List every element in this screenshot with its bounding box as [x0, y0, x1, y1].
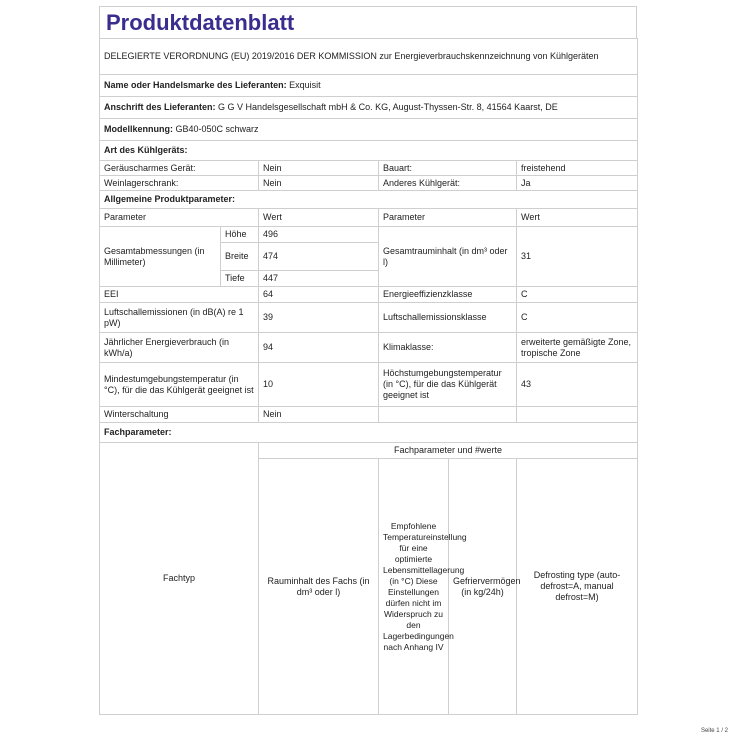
model-value: GB40-050C schwarz: [175, 124, 259, 134]
depth-label: Tiefe: [221, 271, 259, 287]
wine-label: Weinlagerschrank:: [100, 176, 259, 191]
max-temp-label: Höchstumgebungstemperatur (in °C), für die das Kühlgerät geeignet ist: [379, 363, 517, 407]
low-noise-value: Nein: [259, 161, 379, 176]
compartment-heading: Fachparameter:: [100, 423, 638, 443]
compartment-defrost-header: Defrosting type (auto-defrost=A, manual defrost=M): [517, 459, 638, 715]
noise-class-value: C: [517, 303, 638, 333]
datasheet-table: [99, 38, 638, 715]
height-value: 496: [259, 227, 379, 243]
param-header-left: Parameter: [100, 209, 259, 227]
min-temp-label: Mindestumgebungstemperatur (in °C), für die das Kühlgerät geeignet ist: [100, 363, 259, 407]
empty-cell: [517, 407, 638, 423]
winter-value: Nein: [259, 407, 379, 423]
energy-consumption-label: Jährlicher Energieverbrauch (in kWh/a): [100, 333, 259, 363]
compartment-type-header: Fachtyp: [100, 443, 259, 715]
param-header-right: Parameter: [379, 209, 517, 227]
page-title: Produktdatenblatt: [99, 6, 637, 38]
supplier-address-row: [100, 97, 638, 119]
supplier-address-value: G G V Handelsgesellschaft mbH & Co. KG, August-Thyssen-Str. 8, 41564 Kaarst, DE: [218, 102, 558, 112]
volume-label: Gesamtrauminhalt (in dm³ oder l): [379, 227, 517, 287]
supplier-name-value: Exquisit: [289, 80, 321, 90]
general-heading: Allgemeine Produktparameter:: [100, 191, 638, 209]
other-appliance-value: Ja: [517, 176, 638, 191]
page-number: Seite 1 / 2: [700, 728, 728, 734]
energy-class-value: C: [517, 287, 638, 303]
height-label: Höhe: [221, 227, 259, 243]
noise-label: Luftschallemissionen (in dB(A) re 1 pW): [100, 303, 259, 333]
winter-label: Winterschaltung: [100, 407, 259, 423]
datasheet: [99, 6, 637, 715]
compartment-volume-header: Rauminhalt des Fachs (in dm³ oder l): [259, 459, 379, 715]
eei-label: EEI: [100, 287, 259, 303]
compartment-temp-header: Empfohlene Temperatureinstellung für eine optimierte Lebensmittellagerung (in °C) Diese Einstellungen dürfen nicht im Widerspruch zu den Lagerbedingungen nach Anhang IV: [379, 459, 449, 715]
appliance-type-heading: Art des Kühlgeräts:: [100, 141, 638, 161]
energy-class-label: Energieeffizienzklasse: [379, 287, 517, 303]
compartment-freeze-header: Gefriervermögen (in kg/24h): [449, 459, 517, 715]
wine-value: Nein: [259, 176, 379, 191]
min-temp-value: 10: [259, 363, 379, 407]
design-value: freistehend: [517, 161, 638, 176]
supplier-name-row: [100, 75, 638, 97]
compartment-subheading: Fachparameter und #werte: [259, 443, 638, 459]
noise-class-label: Luftschallemissionsklasse: [379, 303, 517, 333]
volume-value: 31: [517, 227, 638, 287]
supplier-address-label: Anschrift des Lieferanten:: [104, 102, 216, 112]
energy-consumption-value: 94: [259, 333, 379, 363]
noise-value: 39: [259, 303, 379, 333]
empty-cell: [379, 407, 517, 423]
model-row: [100, 119, 638, 141]
climate-class-value: erweiterte gemäßigte Zone, tropische Zone: [517, 333, 638, 363]
low-noise-label: Geräuscharmes Gerät:: [100, 161, 259, 176]
depth-value: 447: [259, 271, 379, 287]
design-label: Bauart:: [379, 161, 517, 176]
other-appliance-label: Anderes Kühlgerät:: [379, 176, 517, 191]
width-value: 474: [259, 243, 379, 271]
regulation-text: DELEGIERTE VERORDNUNG (EU) 2019/2016 DER KOMMISSION zur Energieverbrauchskennzeichnung von Kühlgeräten: [100, 39, 638, 75]
dimensions-label: Gesamtabmessungen (in Millimeter): [100, 227, 221, 287]
width-label: Breite: [221, 243, 259, 271]
value-header-left: Wert: [259, 209, 379, 227]
eei-value: 64: [259, 287, 379, 303]
model-label: Modellkennung:: [104, 124, 173, 134]
climate-class-label: Klimaklasse:: [379, 333, 517, 363]
max-temp-value: 43: [517, 363, 638, 407]
supplier-name-label: Name oder Handelsmarke des Lieferanten:: [104, 80, 287, 90]
value-header-right: Wert: [517, 209, 638, 227]
